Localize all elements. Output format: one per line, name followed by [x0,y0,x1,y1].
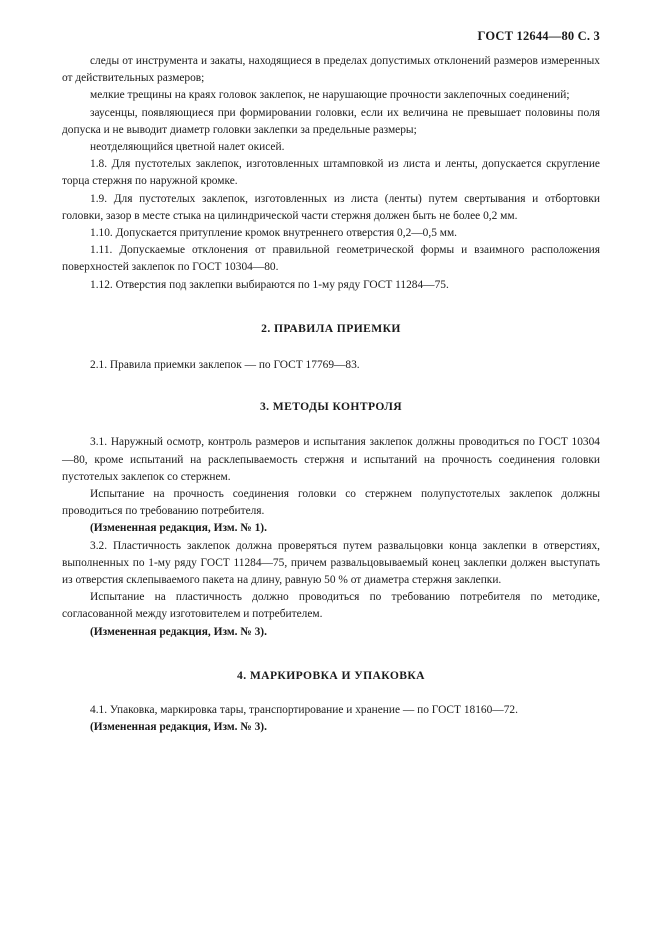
paragraph-1-9: 1.9. Для пустотелых заклепок, изготовленных из листа (ленты) путем свертывания и отбортовки головки, зазор в месте стыка на цилиндрической части стержня должен быть не более 0,2 мм. [62,192,600,222]
page-header: ГОСТ 12644—80 С. 3 [477,29,600,43]
paragraph: заусенцы, появляющиеся при формировании головки, если их величина не превышает половины поля допуска и не выводит диаметр головки заклепки за предельные размеры; [62,106,600,136]
paragraph: мелкие трещины на краях головок заклепок, не нарушающие прочности заклепочных соединений; [90,89,570,102]
section-3-title: 3. МЕТОДЫ КОНТРОЛЯ [259,400,403,414]
section-4-title: 4. МАРКИРОВКА И УПАКОВКА [237,668,425,682]
paragraph-3-1: 3.1. Наружный осмотр, контроль размеров и испытания заклепок должны проводиться по ГОСТ 10304—80, кроме испытаний на расклепываемость стержня и испытаний на прочность соединения головки пустотелых заклепок со стержнем. [62,436,600,483]
document-body [62,53,600,737]
paragraph-1-12: 1.12. Отверстия под заклепки выбираются по 1-му ряду ГОСТ 11284—75. [90,278,449,291]
paragraph-1-10: 1.10. Допускается притупление кромок внутреннего отверстия 0,2—0,5 мм. [90,227,458,240]
revision-note: (Измененная редакция, Изм. № 3). [90,721,267,734]
revision-note: (Измененная редакция, Изм. № 3). [90,625,267,638]
paragraph: Испытание на прочность соединения головки со стержнем полупустотелых заклепок должны проводиться по требованию потребителя. [62,488,600,518]
revision-note: (Измененная редакция, Изм. № 1). [90,522,267,535]
paragraph-1-8: 1.8. Для пустотелых заклепок, изготовленных штамповкой из листа и ленты, допускается скругление торца стержня по наружной кромке. [62,158,600,188]
paragraph: Испытание на пластичность должно проводиться по требованию потребителя по методике, согласованной между изготовителем и потребителем. [62,591,600,621]
paragraph-3-2: 3.2. Пластичность заклепок должна проверяться путем развальцовки конца заклепки в отверстиях, выполненных по 1-му ряду ГОСТ 11284—75, причем развальцовываемый конец заклепки должен выступать из отверстия склепываемого пакета на длину, равную 50 % от диаметра стержня заклепки. [62,539,600,587]
paragraph: неотделяющийся цветной налет окисей. [90,141,285,154]
paragraph-2-1: 2.1. Правила приемки заклепок — по ГОСТ 17769—83. [90,359,360,372]
section-2-title: 2. ПРАВИЛА ПРИЕМКИ [261,321,401,335]
paragraph-1-11: 1.11. Допускаемые отклонения от правильной геометрической формы и взаимного расположения поверхностей заклепок по ГОСТ 10304—80. [62,244,600,274]
paragraph-4-1: 4.1. Упаковка, маркировка тары, транспортирование и хранение — по ГОСТ 18160—72. [90,704,518,717]
paragraph: следы от инструмента и закаты, находящиеся в пределах допустимых отклонений размеров измеренных от действительных размеров; [62,55,600,85]
